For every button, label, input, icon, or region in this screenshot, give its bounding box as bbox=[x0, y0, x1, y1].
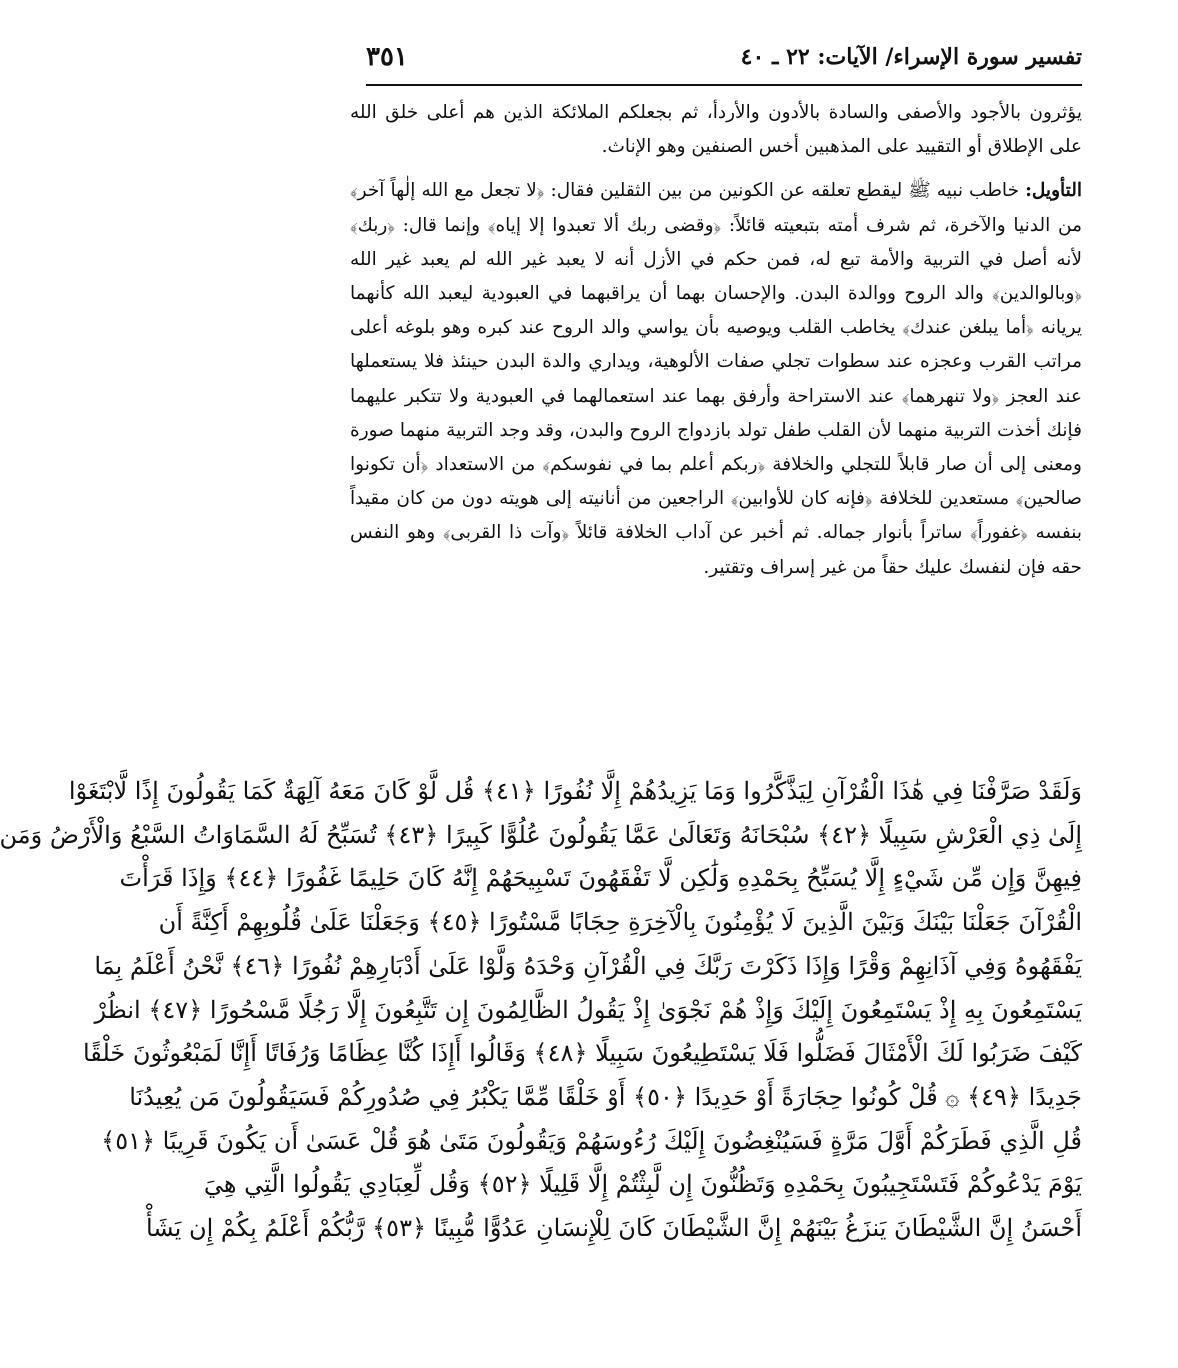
page-number: ٣٥١ bbox=[366, 42, 408, 72]
quran-line: أَحْسَنُ إِنَّ الشَّيْطَانَ يَنزَغُ بَيْنَهُمْ إِنَّ الشَّيْطَانَ كَانَ لِلْإِنسَانِ عَدُوًّا مُّبِينًا ﴿٥٣﴾ رَّبُّكُمْ أَعْلَمُ بِكُمْ إِن يَشَأْ bbox=[145, 1214, 1082, 1243]
quran-line: وَلَقَدْ صَرَّفْنَا فِي هَٰذَا الْقُرْآنِ لِيَذَّكَّرُوا وَمَا يَزِيدُهُمْ إِلَّا نُفُورًا ﴿٤١﴾ قُل لَّوْ كَانَ مَعَهُ آلِهَةٌ كَمَا يَقُولُونَ إِذًا لَّابْتَغَوْا bbox=[68, 777, 1082, 805]
running-title: تفسير سورة الإسراء/ الآيات: ٢٢ ـ ٤٠ bbox=[740, 44, 1082, 70]
quran-line: يَفْقَهُوهُ وَفِي آذَانِهِمْ وَقْرًا وَإِذَا ذَكَرْتَ رَبَّكَ فِي الْقُرْآنِ وَحْدَهُ وَلَّوْا عَلَىٰ أَدْبَارِهِمْ نُفُورًا ﴿٤٦﴾ نَّحْنُ أَعْلَمُ بِمَا bbox=[94, 951, 1082, 980]
commentary-paragraph: يؤثرون بالأجود والأصفى والسادة بالأدون والأردأ، ثم بجعلكم الملائكة الذين هم أعلى خلق الله على الإطلاق أو التقييد على المذهبين أخس الصنفين وهو الإناث. bbox=[350, 102, 1082, 158]
quran-line: يَسْتَمِعُونَ بِهِ إِذْ يَسْتَمِعُونَ إِلَيْكَ وَإِذْ هُمْ نَجْوَىٰ إِذْ يَقُولُ الظَّالِمُونَ إِن تَتَّبِعُونَ إِلَّا رَجُلًا مَّسْحُورًا ﴿٤٧﴾ انظُرْ bbox=[94, 995, 1082, 1024]
commentary-text bbox=[350, 96, 1082, 585]
quran-line: الْقُرْآنَ جَعَلْنَا بَيْنَكَ وَبَيْنَ الَّذِينَ لَا يُؤْمِنُونَ بِالْآخِرَةِ حِجَابًا مَّسْتُورًا ﴿٤٥﴾ وَجَعَلْنَا عَلَىٰ قُلُوبِهِمْ أَكِنَّةً أَن bbox=[158, 908, 1082, 937]
quran-line: يَوْمَ يَدْعُوكُمْ فَتَسْتَجِيبُونَ بِحَمْدِهِ وَتَظُنُّونَ إِن لَّبِثْتُمْ إِلَّا قَلِيلًا ﴿٥٢﴾ وَقُل لِّعِبَادِي يَقُولُوا الَّتِي هِيَ bbox=[203, 1170, 1082, 1199]
quran-line: كَيْفَ ضَرَبُوا لَكَ الْأَمْثَالَ فَضَلُّوا فَلَا يَسْتَطِيعُونَ سَبِيلًا ﴿٤٨﴾ وَقَالُوا أَإِذَا كُنَّا عِظَامًا وَرُفَاتًا أَإِنَّا لَمَبْعُوثُونَ خَلْقًا bbox=[82, 1039, 1082, 1068]
page-header bbox=[366, 40, 1082, 86]
quran-verses bbox=[0, 770, 1082, 1251]
tawil-label: التأويل: bbox=[1025, 180, 1082, 202]
quran-line: جَدِيدًا ﴿٤٩﴾ ۞ قُلْ كُونُوا حِجَارَةً أَوْ حَدِيدًا ﴿٥٠﴾ أَوْ خَلْقًا مِّمَّا يَكْبُرُ فِي صُدُورِكُمْ فَسَيَقُولُونَ مَن يُعِيدُنَا bbox=[129, 1082, 1082, 1111]
tawil-paragraph bbox=[350, 174, 1082, 584]
quran-line: فِيهِنَّ وَإِن مِّن شَيْءٍ إِلَّا يُسَبِّحُ بِحَمْدِهِ وَلَٰكِن لَّا تَفْقَهُونَ تَسْبِيحَهُمْ إِنَّهُ كَانَ حَلِيمًا غَفُورًا ﴿٤٤﴾ وَإِذَا قَرَأْتَ bbox=[119, 864, 1082, 893]
quran-line: قُلِ الَّذِي فَطَرَكُمْ أَوَّلَ مَرَّةٍ فَسَيُنْغِضُونَ إِلَيْكَ رُءُوسَهُمْ وَيَقُولُونَ مَتَىٰ هُوَ قُلْ عَسَىٰ أَن يَكُونَ قَرِيبًا ﴿٥١﴾ bbox=[101, 1126, 1082, 1155]
tawil-text: خاطب نبيه ﷺ ليقطع تعلقه عن الكونين من بين الثقلين فقال: ﴿لا تجعل مع الله إلٰهاً آخر﴾ من الدنيا والآخرة، ثم شرف أمته بتبعيته قائلاً: ﴿وقضى ربك ألا تعبدوا إلا إياه﴾ وإنما قال: ﴿ربك﴾ لأنه أصل في التربية والأمة تبع له، فمن حكم في الأزل أنه لا يعبد غير الله لم يعبد غير الله ﴿وبالوالدين﴾ والد الروح ووالدة البدن. والإحسان بهما أن يراقبهما في العبودية ليعبد الله كأنهما يريانه ﴿أما يبلغن عندك﴾ يخاطب القلب ويوصيه بأن يواسي والد الروح عند كبره وهو بلوغه أعلى مراتب القرب وعجزه عند سطوات تجلي صفات الألوهية، ويداري والدة البدن حينئذ فلا يستعملها عند العجز ﴿ولا تنهرهما﴾ عند الاستراحة وأرفق بهما عند استعمالهما في العبودية ولا تتكبر عليهما فإنك أخذت التربية منهما لأن القلب طفل تولد بازدواج الروح والبدن، وقد وجد التربية منهما صورة ومعنى إلى أن صار قابلاً للتجلي والخلافة ﴿ربكم أعلم بما في نفوسكم﴾ من الاستعداد ﴿أن تكونوا صالحين﴾ مستعدين للخلافة ﴿فإنه كان للأوابين﴾ الراجعين من أنانيته إلى هويته دون من كان مقيداً بنفسه ﴿غفوراً﴾ ساتراً بأنوار جماله. ثم أخبر عن آداب الخلافة قائلاً ﴿وآت ذا القربى﴾ وهو النفس حقه فإن لنفسك عليك حقاً من غير إسراف وتقتير. bbox=[350, 180, 1082, 578]
quran-line: إِلَىٰ ذِي الْعَرْشِ سَبِيلًا ﴿٤٢﴾ سُبْحَانَهُ وَتَعَالَىٰ عَمَّا يَقُولُونَ عُلُوًّا كَبِيرًا ﴿٤٣﴾ تُسَبِّحُ لَهُ السَّمَاوَاتُ السَّبْعُ وَالْأَرْضُ وَمَن bbox=[0, 820, 1082, 849]
